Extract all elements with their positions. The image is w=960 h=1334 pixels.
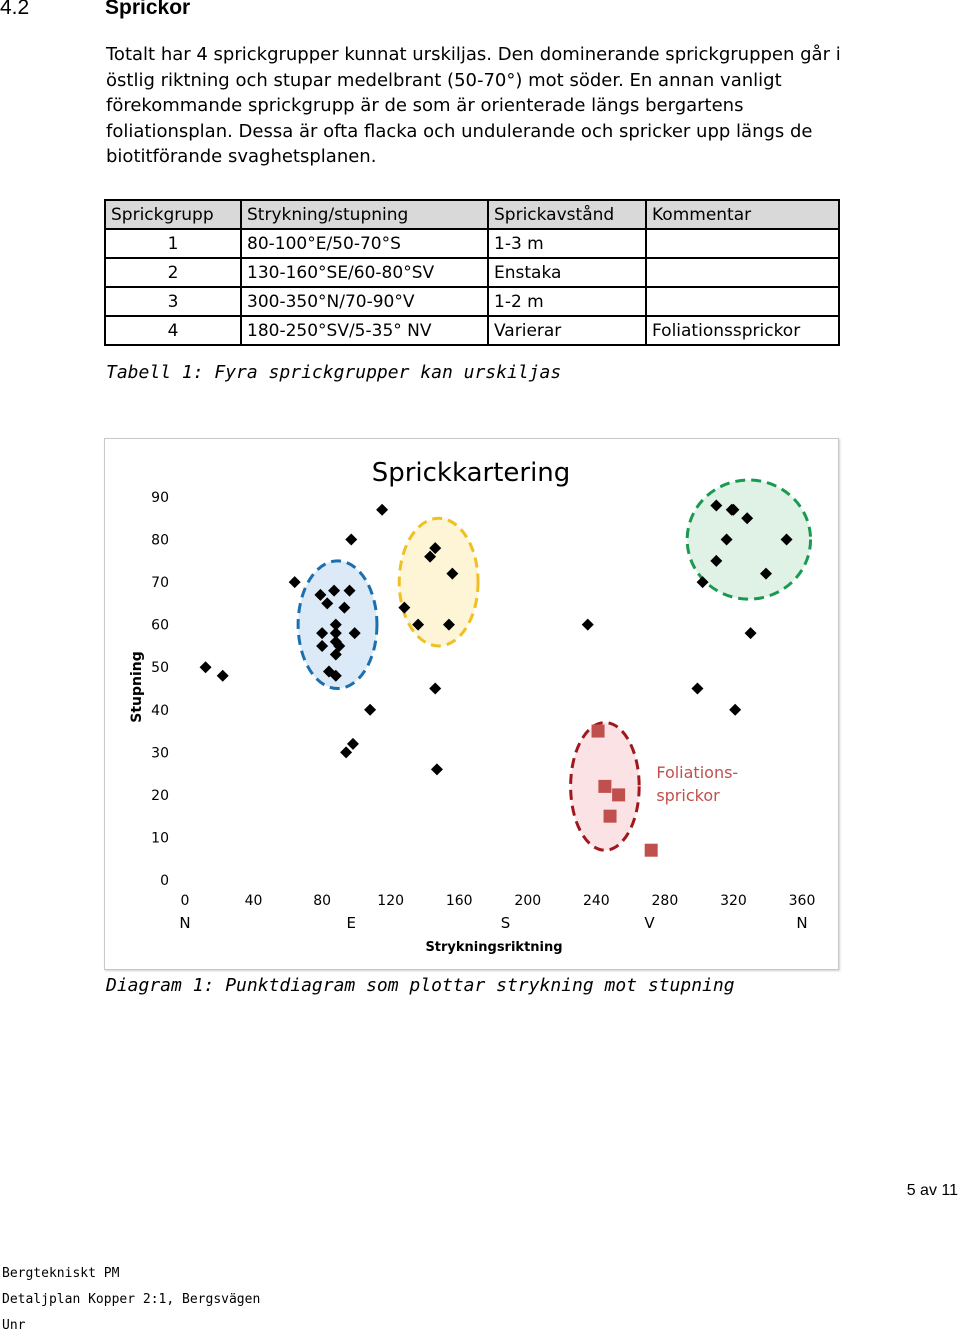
data-point-square bbox=[645, 844, 658, 857]
data-point-diamond bbox=[364, 704, 376, 716]
table-row bbox=[105, 258, 839, 287]
section-number: 4.2 bbox=[0, 0, 30, 19]
section-heading bbox=[0, 0, 190, 20]
x-tick-label: 40 bbox=[244, 893, 263, 909]
x-tick-label: 120 bbox=[377, 893, 405, 909]
chart-title: Sprickkartering bbox=[371, 458, 571, 488]
data-point-diamond bbox=[582, 619, 594, 631]
footer-line: Bergtekniskt PM bbox=[2, 1266, 120, 1281]
x-tick-label: 200 bbox=[514, 893, 542, 909]
y-tick-label: 70 bbox=[151, 575, 169, 592]
table-header-cell: Kommentar bbox=[646, 200, 839, 229]
y-tick-label: 90 bbox=[151, 490, 169, 506]
y-tick-label: 60 bbox=[151, 617, 169, 634]
table-cell: 1 bbox=[105, 229, 241, 258]
data-point-diamond bbox=[289, 576, 301, 588]
data-point-diamond bbox=[431, 763, 443, 775]
x-tick-label: 0 bbox=[180, 893, 190, 909]
y-tick-label: 20 bbox=[151, 787, 169, 804]
intro-paragraph bbox=[106, 42, 846, 170]
data-point-diamond bbox=[347, 738, 359, 750]
x-tick-label: 160 bbox=[445, 893, 473, 909]
data-point-square bbox=[604, 810, 617, 823]
y-tick-label: 50 bbox=[151, 660, 169, 677]
data-point-square bbox=[612, 788, 625, 801]
x-direction-label: E bbox=[346, 914, 356, 932]
annotation-label: Foliations- bbox=[656, 762, 739, 782]
data-point-diamond bbox=[429, 683, 441, 695]
table-cell: Varierar bbox=[488, 316, 646, 345]
x-direction-label: N bbox=[796, 914, 808, 932]
intro-line: Totalt har 4 sprickgrupper kunnat urskiljas. Den dominerande sprickgruppen går i bbox=[106, 44, 841, 65]
data-point-diamond bbox=[345, 534, 357, 546]
section-title: Sprickor bbox=[105, 0, 191, 19]
y-tick-label: 80 bbox=[151, 532, 169, 549]
table-cell: 80-100°E/50-70°S bbox=[241, 229, 488, 258]
table-caption: Tabell 1: Fyra sprickgrupper kan urskiljas bbox=[106, 362, 562, 383]
data-point-diamond bbox=[729, 704, 741, 716]
table-cell bbox=[646, 258, 839, 287]
x-direction-label: V bbox=[644, 914, 655, 932]
y-tick-label: 30 bbox=[151, 745, 169, 762]
intro-line: biotitförande svaghetsplanen. bbox=[106, 146, 377, 167]
x-tick-label: 320 bbox=[720, 893, 747, 909]
x-tick-label: 80 bbox=[313, 893, 332, 909]
crack-group-table bbox=[104, 199, 840, 346]
footer-line: Unr bbox=[2, 1318, 26, 1333]
data-point-square bbox=[592, 725, 605, 738]
y-tick-label: 0 bbox=[160, 873, 169, 889]
y-axis-label: Stupning bbox=[129, 651, 145, 723]
page-number: 5 av 11 bbox=[906, 1182, 958, 1199]
table-cell: 3 bbox=[105, 287, 241, 316]
table-cell: 4 bbox=[105, 316, 241, 345]
table-cell: 1-3 m bbox=[488, 229, 646, 258]
table-header-cell: Sprickavstånd bbox=[488, 200, 646, 229]
data-point-diamond bbox=[376, 504, 388, 516]
data-point-diamond bbox=[340, 746, 352, 758]
table-cell: 130-160°SE/60-80°SV bbox=[241, 258, 488, 287]
intro-line: östlig riktning och stupar medelbrant (50-70°) mot söder. En annan vanligt bbox=[106, 69, 782, 91]
table-cell: 180-250°SV/5-35° NV bbox=[241, 316, 488, 345]
table-header-row bbox=[105, 200, 839, 229]
data-point-diamond bbox=[217, 670, 229, 682]
table-header-cell: Strykning/stupning bbox=[241, 200, 488, 229]
table-cell: Enstaka bbox=[488, 258, 646, 287]
table-row bbox=[105, 316, 839, 345]
x-tick-label: 240 bbox=[582, 893, 610, 909]
x-tick-label: 280 bbox=[651, 893, 679, 909]
data-point-diamond bbox=[691, 683, 703, 695]
group-ellipse bbox=[399, 518, 478, 646]
annotation-label: sprickor bbox=[656, 785, 720, 805]
table-row bbox=[105, 287, 839, 316]
intro-line: foliationsplan. Dessa är ofta flacka och undulerande och spricker upp längs de bbox=[106, 120, 813, 142]
data-point-diamond bbox=[200, 661, 212, 673]
table-cell: 2 bbox=[105, 258, 241, 287]
table-cell: 1-2 m bbox=[488, 287, 646, 316]
table-header-cell: Sprickgrupp bbox=[105, 200, 241, 229]
intro-line: förekommande sprickgrupp är de som är orienterade längs bergartens bbox=[106, 95, 744, 116]
footer-line: Detaljplan Kopper 2:1, Bergsvägen bbox=[2, 1292, 261, 1307]
y-tick-label: 40 bbox=[151, 702, 169, 719]
table-cell bbox=[646, 229, 839, 258]
data-point-square bbox=[598, 780, 611, 793]
chart-canvas bbox=[105, 439, 838, 969]
chart-caption: Diagram 1: Punktdiagram som plottar strykning mot stupning bbox=[106, 975, 735, 996]
table-cell: Foliationssprickor bbox=[646, 316, 839, 345]
scatter-chart bbox=[104, 438, 839, 970]
x-axis-label: Strykningsriktning bbox=[425, 940, 563, 955]
table-cell: 300-350°N/70-90°V bbox=[241, 287, 488, 316]
x-direction-label: N bbox=[179, 914, 191, 932]
table-row bbox=[105, 229, 839, 258]
data-point-diamond bbox=[745, 627, 757, 639]
x-direction-label: S bbox=[500, 914, 511, 932]
y-tick-label: 10 bbox=[151, 830, 169, 847]
x-tick-label: 360 bbox=[788, 893, 816, 909]
table-cell bbox=[646, 287, 839, 316]
